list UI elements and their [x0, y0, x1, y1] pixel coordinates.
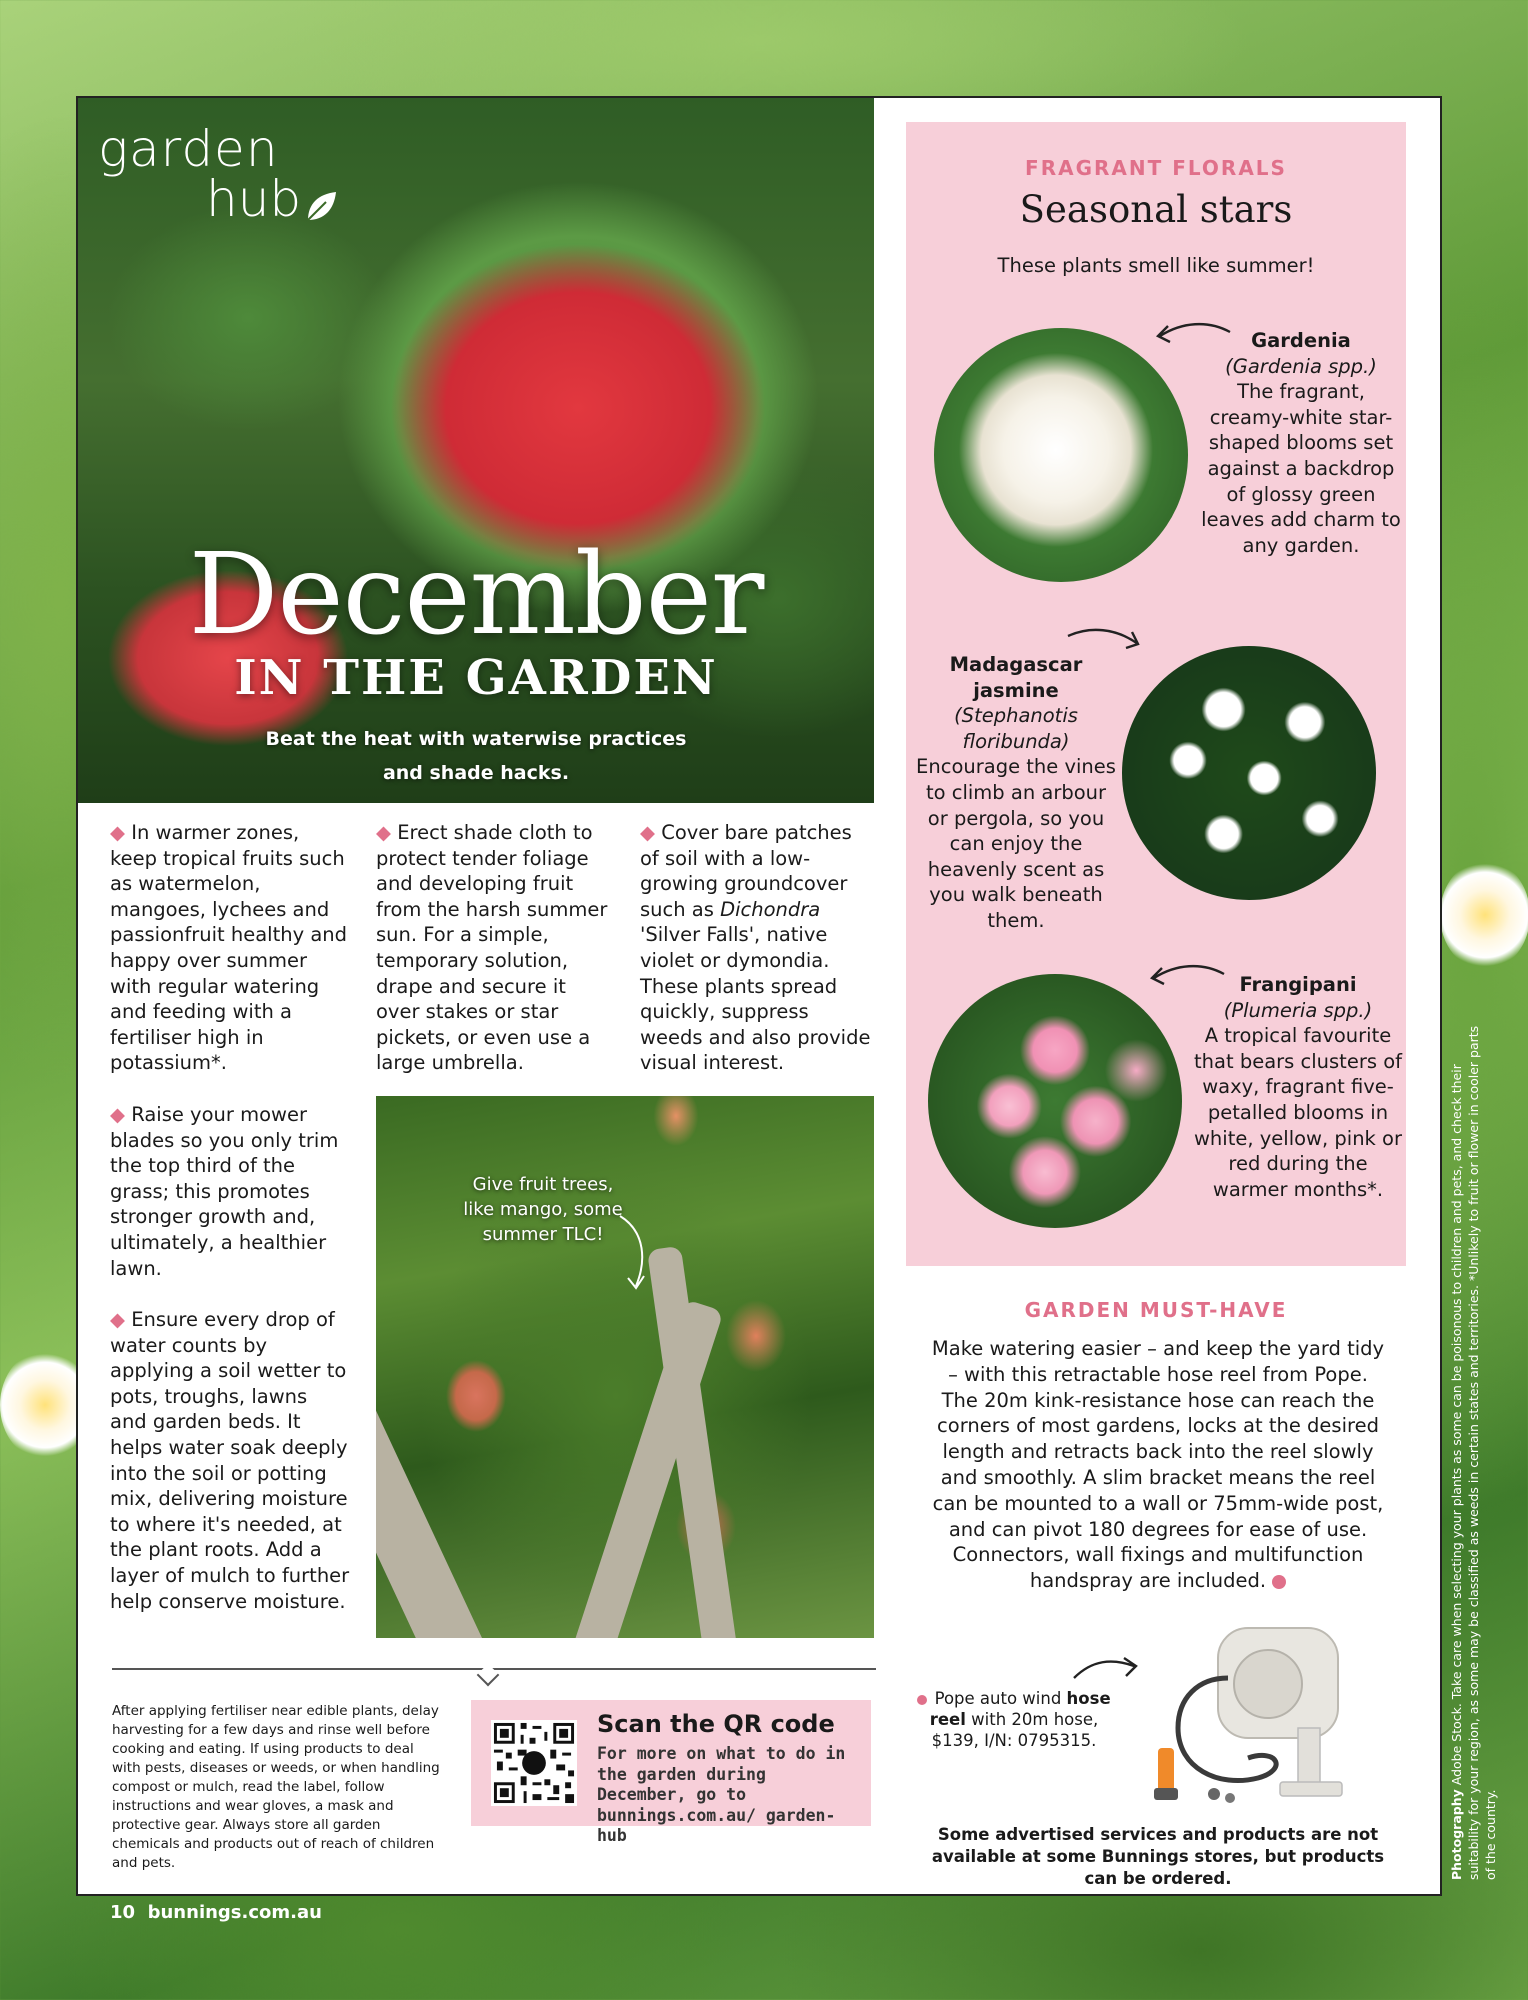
qr-title: Scan the QR code: [597, 1710, 835, 1738]
footer-site[interactable]: bunnings.com.au: [147, 1902, 322, 1923]
hero-tagline-line1: Beat the heat with waterwise practices: [265, 728, 687, 750]
diamond-bullet-icon: ◆: [376, 821, 391, 844]
brand-garden: garden: [98, 120, 279, 178]
hero-tagline-line2: and shade hacks.: [382, 762, 570, 784]
tip-mower: ◆ Raise your mower blades so you only trim the top third of the grass; this promotes stronger growth and, ultimately, a healthier lawn.: [110, 1102, 339, 1280]
gardenia-text: Gardenia (Gardenia spp.) The fragrant, creamy-white star-shaped blooms set against a backdrop of glossy green leaves add charm to any garden.: [1201, 329, 1401, 557]
mango-tree-image: [376, 1096, 874, 1638]
tips-column-3: [640, 820, 876, 1076]
qr-code-icon[interactable]: [491, 1720, 577, 1806]
tip-tropical-fruits: ◆ In warmer zones, keep tropical fruits such as watermelon, mangoes, lychees and passionfruit healthy and happy over summer with regular watering and feeding with a fertiliser high in potassium*.: [110, 821, 348, 1075]
tip-soil-wetter: ◆ Ensure every drop of water counts by applying a soil wetter to pots, troughs, lawns and garden beds. It helps water soak deeply into the soil or potting mix, delivering moisture to where it's needed, at the plant roots. Add a layer of mulch to further help conserve moisture.: [110, 1308, 350, 1613]
diamond-bullet-icon: ◆: [640, 821, 655, 844]
must-have-text: Make watering easier – and keep the yard tidy – with this retractable hose reel from Pope. The 20m kink-resistance hose can reach the corners of most gardens, locks at the desired length and retracts back into the reel slowly and smoothly. A slim bracket means the reel can be mounted to a wall or 75mm-wide post, and can pivot 180 degrees for ease of use. Connectors, wall fixings and multifunction handspray are included.: [931, 1337, 1385, 1593]
photo-credit: Photography Adobe Stock. Take care when selecting your plants as some can be poisonous to children and pets, and check their suitability for your region, as some may be classified as weeds in certain states and territories. *Unlikely to fruit or flower in cooler parts of the country.: [1449, 1025, 1498, 1880]
mango-caption: Give fruit trees, like mango, some summer TLC!: [463, 1174, 623, 1245]
frangipani-image: [928, 974, 1182, 1228]
bullet-dot-icon: [917, 1695, 927, 1705]
hero-tagline: [246, 722, 706, 790]
bg-frangipani-right: [1440, 860, 1528, 970]
brand-hub: hub: [206, 170, 302, 228]
diamond-bullet-icon: ◆: [110, 821, 125, 844]
hose-reel-caption: Pope auto wind hose reel with 20m hose, $139, I/N: 0795315.: [914, 1688, 1114, 1751]
end-dot-icon: [1272, 1575, 1286, 1589]
page-footer: [110, 1902, 322, 1923]
frangipani-text: Frangipani (Plumeria spp.) A tropical favourite that bears clusters of waxy, fragrant five-petalled blooms in white, yellow, pink or red during the warmer months*.: [1193, 973, 1402, 1201]
hose-reel-image: [1118, 1618, 1368, 1818]
hero-watermelon-image: [78, 98, 874, 803]
curved-arrow-icon: [616, 1212, 656, 1292]
jasmine-text: Madagascar jasmine (Stephanotis floribunda) Encourage the vines to climb an arbour or pergola, so you can enjoy the heavenly scent as you walk beneath them.: [916, 653, 1116, 932]
tip-shade-cloth: ◆ Erect shade cloth to protect tender foliage and developing fruit from the harsh summer sun. For a simple, temporary solution, drape and secure it over stakes or star pickets, or even use a large umbrella.: [376, 821, 608, 1075]
magazine-page: [76, 96, 1442, 1896]
diamond-bullet-icon: ◆: [110, 1308, 125, 1332]
tips-column-1: [110, 820, 350, 1614]
garden-must-have-kicker: GARDEN MUST-HAVE: [1024, 1298, 1288, 1322]
hero-subtitle: IN THE GARDEN: [234, 650, 718, 706]
tip-groundcover: ◆ Cover bare patches of soil with a low-growing groundcover such as Dichondra 'Silver Falls', native violet or dymondia. These plants spread quickly, suppress weeds and also provide visual interest.: [640, 821, 871, 1075]
diamond-bullet-icon: ◆: [110, 1102, 125, 1126]
gardenia-image: [934, 328, 1188, 582]
seasonal-title: Seasonal stars: [1019, 188, 1293, 231]
hero-title: December: [188, 530, 764, 660]
safety-disclaimer: After applying fertiliser near edible plants, delay harvesting for a few days and rinse well before cooking and eating. If using products to deal with pests, diseases or weeds, or when handling compost or mulch, read the label, follow instructions and wear gloves, a mask and protective gear. Always store all garden chemicals and products out of reach of children and pets.: [112, 1703, 440, 1871]
page-number: 10: [110, 1902, 136, 1923]
jasmine-image: [1122, 646, 1376, 900]
seasonal-intro: These plants smell like summer!: [997, 254, 1315, 277]
qr-body: For more on what to do in the garden during December, go to bunnings.com.au/ garden-hub: [597, 1744, 846, 1845]
fragrant-florals-kicker: FRAGRANT FLORALS: [1025, 156, 1287, 180]
seasonal-stars-panel: [906, 122, 1406, 1266]
tips-column-2: [376, 820, 612, 1076]
stores-note: Some advertised services and products are not available at some Bunnings stores, but products can be ordered.: [931, 1825, 1385, 1888]
leaf-icon: [304, 190, 338, 224]
qr-code-panel: [471, 1700, 871, 1845]
